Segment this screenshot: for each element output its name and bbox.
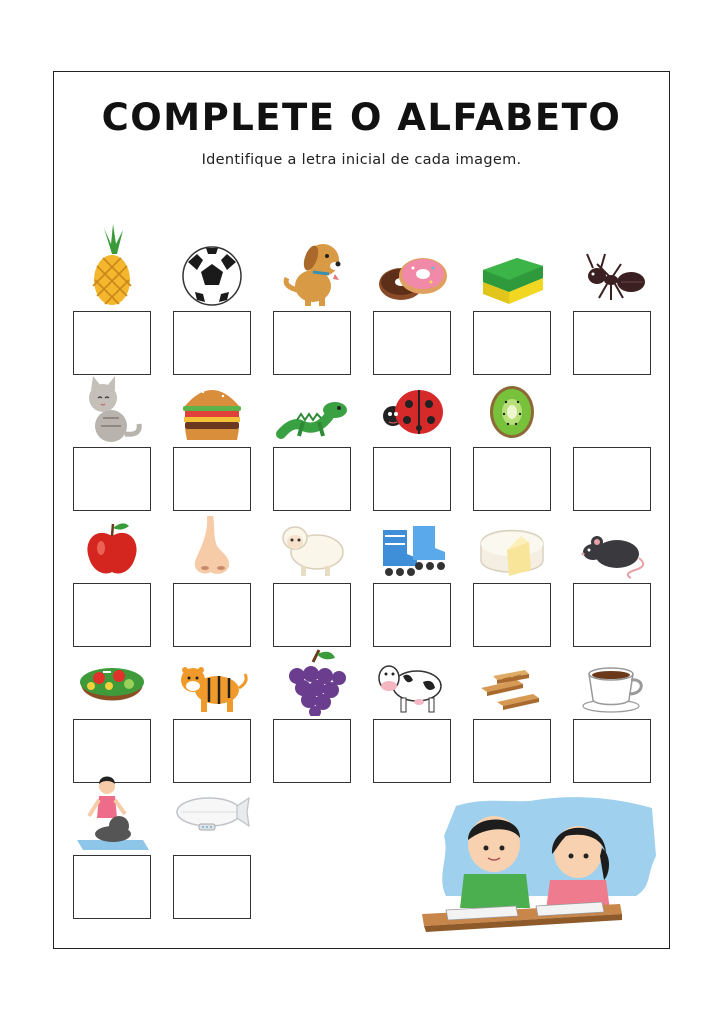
apple-icon (73, 496, 151, 580)
donut-icon (373, 224, 451, 308)
letter-answer-box[interactable] (373, 719, 451, 783)
cow-icon (373, 632, 451, 716)
letter-answer-box[interactable] (173, 855, 251, 919)
rollerblades-icon (373, 496, 451, 580)
coffee-cup-icon (573, 632, 651, 716)
cheese-icon (473, 496, 551, 580)
letter-answer-box[interactable] (473, 719, 551, 783)
salad-icon (73, 632, 151, 716)
letter-answer-box[interactable] (573, 719, 651, 783)
mouse-icon (573, 496, 651, 580)
yoga-girl-icon (73, 768, 151, 852)
sponge-icon (473, 224, 551, 308)
zeppelin-icon (173, 768, 251, 852)
page-subtitle: Identifique a letra inicial de cada imagem. (201, 152, 522, 168)
ladybug-icon (373, 360, 451, 444)
soccer-ball-icon (173, 224, 251, 308)
tiger-icon (173, 632, 251, 716)
cat-icon (73, 360, 151, 444)
iguana-icon (273, 360, 351, 444)
pineapple-icon (73, 224, 151, 308)
sheep-icon (273, 496, 351, 580)
hamburger-icon (173, 360, 251, 444)
page-title: COMPLETE O ALFABETO (101, 96, 622, 139)
wafer-icon (473, 632, 551, 716)
kiwi-icon (473, 360, 551, 444)
students-writing-icon (416, 796, 660, 942)
letter-answer-box[interactable] (273, 719, 351, 783)
moon-icon (573, 360, 651, 444)
ant-icon (573, 224, 651, 308)
dog-icon (273, 224, 351, 308)
grapes-icon (273, 632, 351, 716)
nose-icon (173, 496, 251, 580)
letter-answer-box[interactable] (73, 855, 151, 919)
